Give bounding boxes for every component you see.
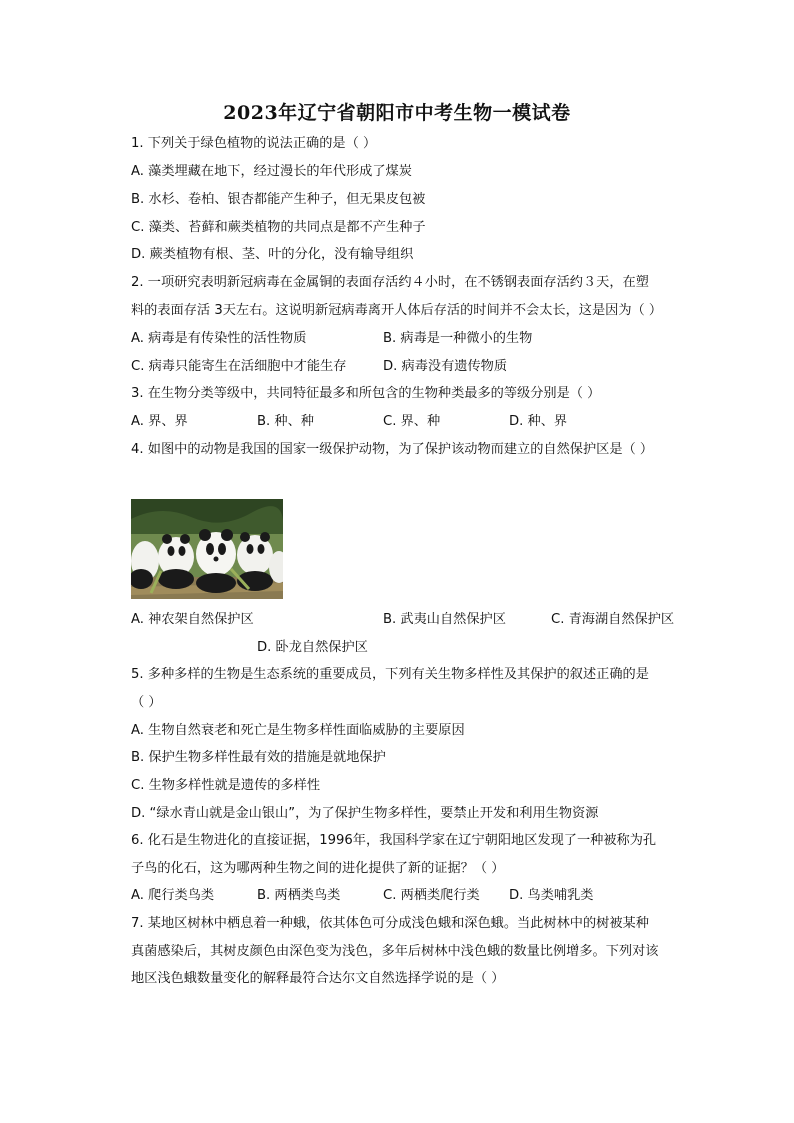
- question-3-stem: 3. 在生物分类等级中，共同特征最多和所包含的生物种类最多的等级分别是（ ）: [131, 386, 601, 401]
- question-4-option-d: D. 卧龙自然保护区: [257, 640, 368, 655]
- question-3-option-a: A. 界、界: [131, 414, 188, 429]
- question-5-option-d: D. “绿水青山就是金山银山”，为了保护生物多样性，要禁止开发和利用生物资源: [131, 806, 599, 821]
- panda-photo: [131, 499, 283, 599]
- question-6-option-d: D. 鸟类哺乳类: [509, 888, 594, 903]
- question-4-option-a: A. 神农架自然保护区: [131, 612, 254, 627]
- question-6-stem-line-1: 6. 化石是生物进化的直接证据，1996年，我国科学家在辽宁朝阳地区发现了一种被称为孔: [131, 833, 657, 848]
- question-1-option-a: A. 藻类埋藏在地下，经过漫长的年代形成了煤炭: [131, 164, 412, 179]
- question-4-option-b: B. 武夷山自然保护区: [383, 612, 506, 627]
- question-3-option-b: B. 种、种: [257, 414, 314, 429]
- question-6-option-b: B. 两栖类鸟类: [257, 888, 341, 903]
- question-7-stem-line-3: 地区浅色蛾数量变化的解释最符合达尔文自然选择学说的是（ ）: [131, 971, 505, 986]
- question-2-option-a: A. 病毒是有传染性的活性物质: [131, 331, 307, 346]
- question-3-option-d: D. 种、界: [509, 414, 568, 429]
- question-6-option-a: A. 爬行类鸟类: [131, 888, 215, 903]
- question-6-option-c: C. 两栖类爬行类: [383, 888, 480, 903]
- question-1-option-b: B. 水杉、卷柏、银杏都能产生种子，但无果皮包被: [131, 192, 426, 207]
- question-1-stem: 1. 下列关于绿色植物的说法正确的是（ ）: [131, 136, 377, 151]
- question-5-stem-line-2: （ ）: [131, 695, 162, 710]
- question-4-option-c: C. 青海湖自然保护区: [551, 612, 675, 627]
- question-2-stem-line-2: 料的表面存活 3天左右。这说明新冠病毒离开人体后存活的时间并不会太长，这是因为（ ）: [131, 303, 663, 318]
- question-3-option-c: C. 界、种: [383, 414, 441, 429]
- question-2-option-b: B. 病毒是一种微小的生物: [383, 331, 533, 346]
- question-2-stem-line-1: 2. 一项研究表明新冠病毒在金属铜的表面存活约４小时，在不锈钢表面存活约３天，在塑: [131, 275, 649, 290]
- question-5-option-c: C. 生物多样性就是遗传的多样性: [131, 778, 321, 793]
- question-1-option-d: D. 蕨类植物有根、茎、叶的分化，没有输导组织: [131, 247, 414, 262]
- page-title: 2023年辽宁省朝阳市中考生物一模试卷: [223, 102, 571, 124]
- question-7-stem-line-2: 真菌感染后，其树皮颜色由深色变为浅色，多年后树林中浅色蛾的数量比例增多。下列对该: [131, 944, 659, 959]
- question-5-stem-line-1: 5. 多种多样的生物是生态系统的重要成员，下列有关生物多样性及其保护的叙述正确的是: [131, 667, 649, 682]
- question-6-stem-line-2: 子鸟的化石，这为哪两种生物之间的进化提供了新的证据？（ ）: [131, 861, 505, 876]
- question-4-stem: 4. 如图中的动物是我国的国家一级保护动物，为了保护该动物而建立的自然保护区是（ ）: [131, 442, 654, 457]
- question-1-option-c: C. 藻类、苔藓和蕨类植物的共同点是都不产生种子: [131, 220, 426, 235]
- question-5-option-a: A. 生物自然衰老和死亡是生物多样性面临威胁的主要原因: [131, 723, 465, 738]
- question-2-option-d: D. 病毒没有遗传物质: [383, 359, 508, 374]
- question-5-option-b: B. 保护生物多样性最有效的措施是就地保护: [131, 750, 386, 765]
- question-2-option-c: C. 病毒只能寄生在活细胞中才能生存: [131, 359, 347, 374]
- question-7-stem-line-1: 7. 某地区树林中栖息着一种蛾，依其体色可分成浅色蛾和深色蛾。当此树林中的树被某种: [131, 916, 649, 931]
